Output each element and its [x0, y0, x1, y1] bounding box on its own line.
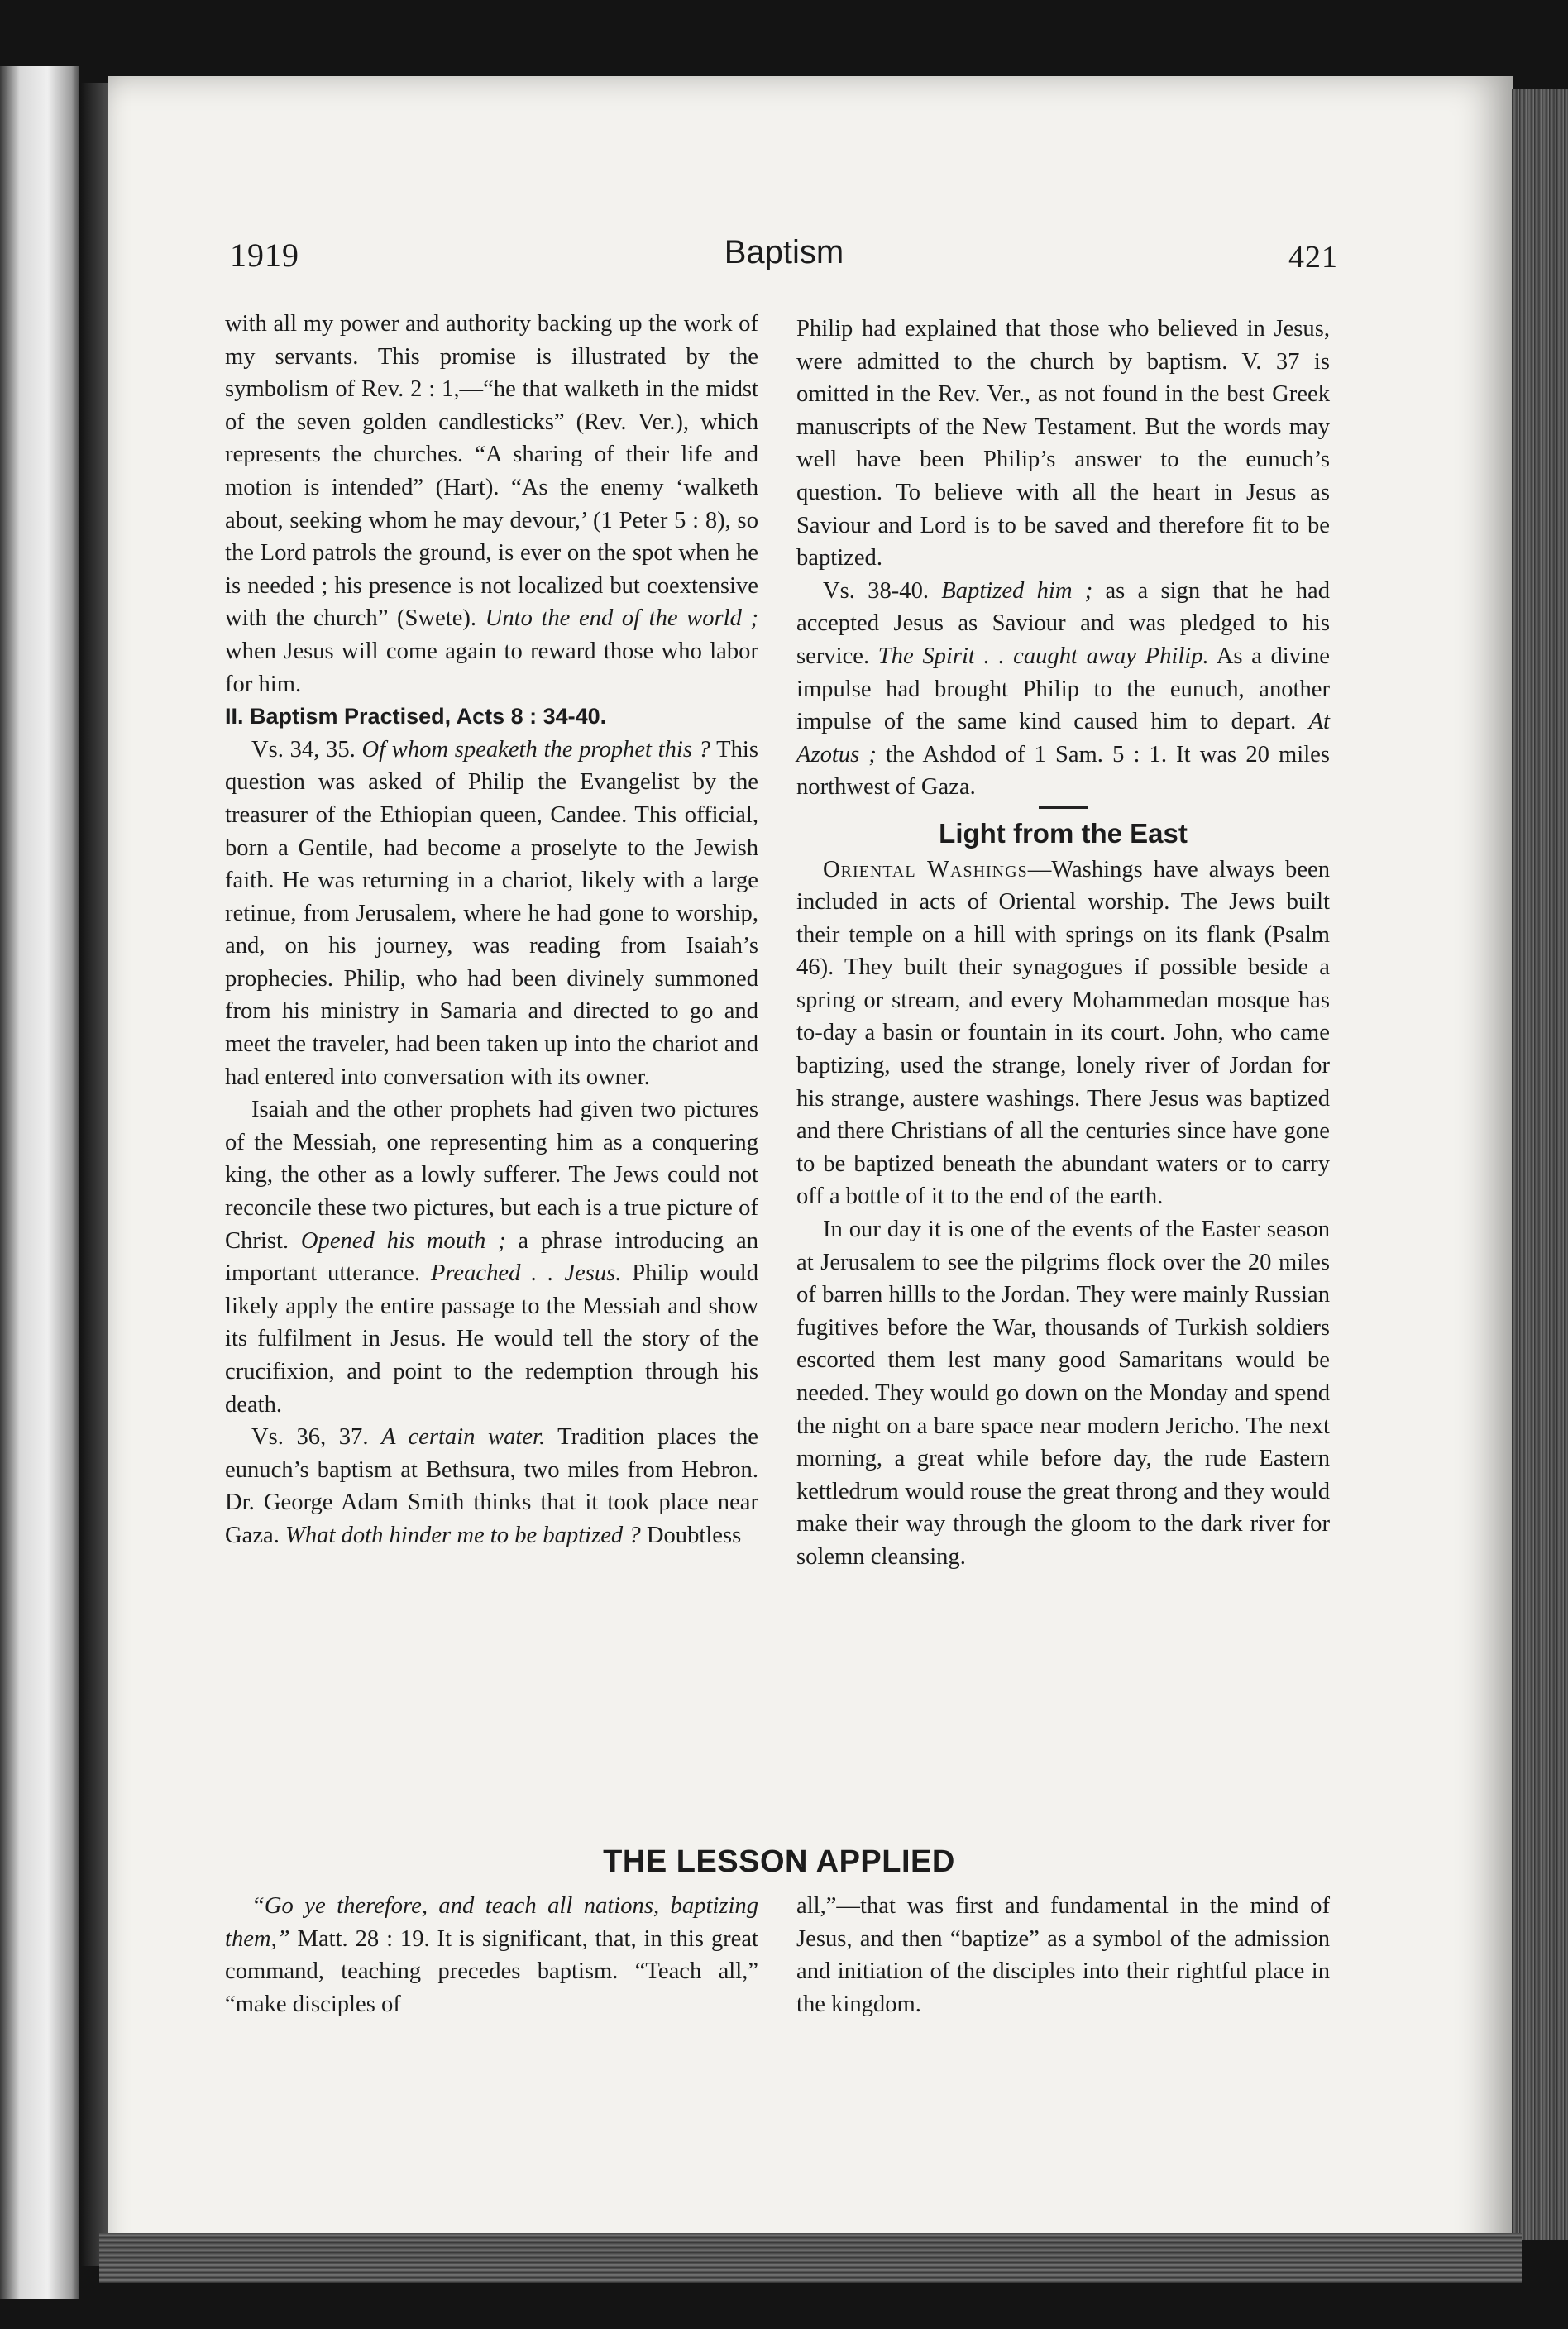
paragraph — [225, 1093, 758, 1421]
italic-text: What doth hinder me to be baptized ? — [285, 1522, 641, 1548]
italic-text: Unto the end of the world ; — [485, 605, 758, 632]
section-heading-east: Light from the East — [939, 817, 1188, 849]
right-column — [796, 313, 1330, 1574]
paragraph — [225, 1421, 758, 1552]
italic-text: “Go ye therefore, and teach all nations, baptizing them,” — [225, 1893, 758, 1952]
italic-text: Of whom speaketh the prophet this ? — [361, 736, 710, 763]
lesson-right-column — [796, 1890, 1330, 2021]
italic-text: Preached . . Jesus. — [430, 1260, 622, 1287]
text: Doubtless — [646, 1522, 742, 1548]
paragraph: Philip had explained that those who believed in Jesus, were admitted to the church by baptism. V. 37 is omitted in the Rev. Ver., as not found in the best Greek manuscripts of the New Testament. But the words may well have been Philip’s answer to the eunuch’s question. To believe with all the heart in Jesus as Saviour and Lord is to be saved and therefore fit to be baptized. — [796, 316, 1330, 571]
running-header — [230, 236, 1338, 285]
text: —Washings have always been included in acts of Oriental worship. The Jews built their temple on a hill with springs on its flank (Psalm 46). They built their synagogues if possible beside a spring or stream, and every Mohammedan mosque has to-day a basin or fountain in its court. John, who came baptizing, used the strange, lonely river of Jordan for his strange, austere washings. There Jesus was baptized and there Christians of all the centuries since have gone to be baptized beneath the abundant waters or to carry off a bottle of it to the end of the earth. — [796, 856, 1331, 1210]
text: Isaiah and the other prophets had given two pictures of the Messiah, one representing him as a conquering king, the other as a lowly sufferer. The Jews could not reconcile these two pictures, but each is a true picture of Christ. — [225, 1097, 758, 1254]
text: a phrase introducing an important utterance. — [225, 1227, 758, 1287]
section-heading: II. Baptism Practised, Acts 8 : 34-40. — [225, 704, 607, 729]
page-title: Baptism — [724, 234, 844, 270]
text: This question was asked of Philip the Evangelist by the treasurer of the Ethiopian queen, Candee. This official, born a Gentile, had become a proselyte to the Jewish faith. He was returning in a chariot, likely with a large retinue, from Jerusalem, where he had gone to worship, and, on his journey, was reading from Isaiah’s prophecies. Philip, who had been divinely summoned from his ministry in Samaria and directed to go and meet the traveler, had been taken up into the chariot and had entered into conversation with its owner. — [225, 736, 758, 1090]
smallcaps-lead: Oriental Washings — [823, 856, 1028, 882]
page-stack-right-edge — [1512, 89, 1568, 2240]
paragraph: all,”—that was first and fundamental in the mind of Jesus, and then “baptize” as a symbol of the admission and initiation of the disciples into their rightful place in the kingdom. — [796, 1893, 1330, 2017]
left-page-edge — [0, 66, 79, 2299]
section-divider — [1039, 806, 1088, 809]
text: the Ashdod of 1 Sam. 5 : 1. It was 20 miles northwest of Gaza. — [796, 741, 1330, 801]
italic-text: At Azotus ; — [796, 709, 1330, 768]
paragraph — [225, 734, 758, 1094]
verse-ref: Vs. 36, 37. — [251, 1424, 369, 1451]
paragraph: In our day it is one of the events of the Easter season at Jerusalem to see the pilgrims flock over the 20 miles of barren hillls to the Jordan. They were mainly Russian fugitives before the War, thousands of Turkish soldiers escorted them lest many good Samaritans would be needed. They would go down on the Monday and spend the night on a bare space near modern Jericho. The next morning, a great while before day, the rude Eastern kettledrum would rouse the great throng and they would make their way through the gloom to the dark river for solemn cleansing. — [796, 1217, 1330, 1570]
verse-ref: Vs. 34, 35. — [251, 736, 356, 763]
page-stack-bottom-edge — [99, 2233, 1522, 2283]
italic-text: The Spirit . . caught away Philip. — [877, 643, 1209, 669]
paragraph — [225, 308, 758, 701]
page-number: 421 — [1288, 240, 1338, 275]
paragraph — [796, 854, 1330, 1214]
left-column — [225, 308, 758, 1552]
text: with all my power and authority backing up the work of my servants. This promise is illustrated by the symbolism of Rev. 2 : 1,—“he that walketh in the midst of the seven golden candlesticks” (Rev. Ver.), which represents the churches. “A sharing of their life and motion is intended” (Hart). “As the enemy ‘walketh about, seeking whom he may devour,’ (1 Peter 5 : 8), so the Lord patrols the ground, is ever on the spot when he is needed ; his presence is not localized but coextensive with the church” (Swete). — [225, 311, 758, 632]
italic-text: Opened his mouth ; — [300, 1227, 506, 1254]
italic-text: Baptized him ; — [941, 577, 1093, 604]
header-year: 1919 — [230, 237, 299, 274]
text: as a sign that he had accepted Jesus as Saviour and was pledged to his service. — [796, 577, 1330, 669]
lesson-left-column — [225, 1890, 758, 2021]
paragraph — [225, 1890, 758, 2021]
paragraph — [796, 575, 1330, 804]
italic-text: A certain water. — [381, 1424, 546, 1451]
text: Matt. 28 : 19. It is significant, that, in this great command, teaching precedes baptism. “Teach all,” “make disciples of — [225, 1925, 759, 2017]
text: Tradition places the eunuch’s baptism at Bethsura, two miles from Hebron. Dr. George Adam Smith thinks that it took place near Gaza. — [225, 1424, 758, 1548]
text: when Jesus will come again to reward those who labor for him. — [225, 638, 758, 697]
verse-ref: Vs. 38-40. — [823, 577, 930, 604]
text: Philip would likely apply the entire passage to the Messiah and show its fulfilment in Jesus. He would tell the story of the crucifixion, and point to the redemption through his death. — [225, 1260, 758, 1418]
lesson-applied-heading: THE LESSON APPLIED — [603, 1844, 955, 1879]
text: As a divine impulse had brought Philip to the eunuch, another impulse of the same kind caused him to depart. — [796, 643, 1330, 735]
